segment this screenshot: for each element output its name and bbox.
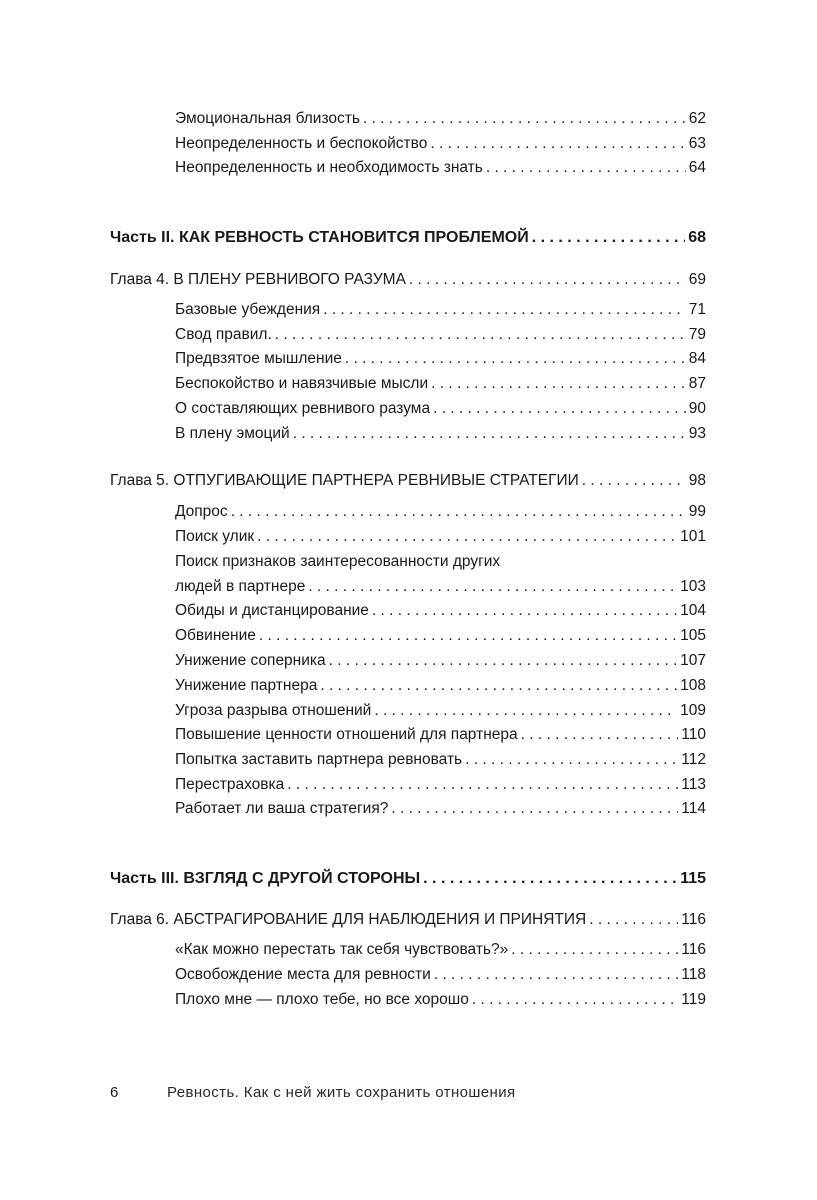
toc-entry-title: Унижение партнера bbox=[175, 677, 318, 694]
toc-entry-title: Попытка заставить партнера ревновать bbox=[175, 751, 463, 768]
toc-chapter-page: 116 bbox=[681, 911, 706, 928]
toc-chapter-title: Глава 6. АБСТРАГИРОВАНИЕ ДЛЯ НАБЛЮДЕНИЯ И ПРИНЯТИЯ bbox=[110, 911, 587, 928]
toc-entry-title: Свод правил. bbox=[175, 326, 272, 343]
toc-entry-page: 110 bbox=[681, 726, 706, 743]
leader-dots bbox=[257, 526, 677, 548]
leader-dots bbox=[323, 299, 686, 321]
leader-dots bbox=[521, 724, 679, 746]
toc-entry-title: Обвинение bbox=[175, 627, 256, 644]
toc-entry-title: Освобождение места для ревности bbox=[175, 966, 431, 983]
toc-entry-page: 116 bbox=[681, 941, 706, 958]
leader-dots bbox=[275, 324, 686, 346]
leader-dots bbox=[231, 501, 686, 523]
toc-entry bbox=[175, 576, 706, 598]
toc-entry bbox=[175, 373, 706, 395]
toc-entry bbox=[175, 398, 706, 420]
toc-entry-title: Неопределенность и беспокойство bbox=[175, 135, 428, 152]
toc-entry-page: 113 bbox=[681, 776, 706, 793]
toc-entry bbox=[175, 675, 706, 697]
toc-entry bbox=[175, 324, 706, 346]
toc-entry-title: Унижение соперника bbox=[175, 652, 326, 669]
toc-entry-title: Повышение ценности отношений для партнера bbox=[175, 726, 518, 743]
leader-dots bbox=[532, 227, 685, 249]
leader-dots bbox=[486, 157, 686, 179]
toc-entry-title: Предвзятое мышление bbox=[175, 350, 342, 367]
toc-entry-page: 104 bbox=[680, 602, 706, 619]
leader-dots bbox=[423, 868, 677, 890]
toc-entry-page: 90 bbox=[688, 400, 706, 417]
toc-entry-title: В плену эмоций bbox=[175, 425, 290, 442]
toc-entry bbox=[175, 989, 706, 1011]
toc-part-heading bbox=[110, 227, 706, 249]
toc-entry bbox=[175, 774, 706, 796]
toc-chapter-heading bbox=[110, 909, 706, 931]
toc-entry-page: 84 bbox=[688, 350, 706, 367]
toc-entry-page: 109 bbox=[680, 702, 706, 719]
toc-entry bbox=[175, 650, 706, 672]
leader-dots bbox=[374, 700, 677, 722]
leader-dots bbox=[472, 989, 678, 1011]
toc-part-page: 115 bbox=[680, 870, 706, 887]
leader-dots bbox=[308, 576, 677, 598]
toc-entry-page: 119 bbox=[681, 991, 706, 1008]
toc-entry-page: 103 bbox=[680, 578, 706, 595]
toc-entry-title: Эмоциональная близость bbox=[175, 110, 360, 127]
toc-entry bbox=[175, 798, 706, 820]
leader-dots bbox=[329, 650, 677, 672]
toc-entry-page: 112 bbox=[681, 751, 706, 768]
toc-entry-page: 118 bbox=[681, 966, 706, 983]
toc-entry-page: 87 bbox=[688, 375, 706, 392]
toc-entry-title: «Как можно перестать так себя чувствовать?» bbox=[175, 941, 509, 958]
running-title: Ревность. Как с ней жить сохранить отношения bbox=[167, 1084, 516, 1101]
leader-dots bbox=[363, 108, 686, 130]
toc-chapter-page: 98 bbox=[688, 472, 706, 489]
leader-dots bbox=[320, 675, 677, 697]
leader-dots bbox=[372, 600, 677, 622]
leader-dots bbox=[345, 348, 686, 370]
toc-entry bbox=[175, 299, 706, 321]
toc-entry-page: 79 bbox=[688, 326, 706, 343]
toc-entry-page: 101 bbox=[680, 528, 706, 545]
toc-part-title: Часть III. ВЗГЛЯД С ДРУГОЙ СТОРОНЫ bbox=[110, 870, 421, 887]
toc-part-heading bbox=[110, 868, 706, 890]
toc-entry-page: 108 bbox=[680, 677, 706, 694]
toc-entry-title: людей в партнере bbox=[175, 578, 306, 595]
leader-dots bbox=[433, 398, 686, 420]
toc-entry-title: Допрос bbox=[175, 503, 228, 520]
toc-entry bbox=[175, 625, 706, 647]
toc-entry bbox=[175, 526, 706, 548]
leader-dots bbox=[391, 798, 678, 820]
toc-entry-title: Базовые убеждения bbox=[175, 301, 321, 318]
toc-entry-page: 63 bbox=[688, 135, 706, 152]
page-number: 6 bbox=[110, 1084, 119, 1101]
toc-entry-page: 62 bbox=[688, 110, 706, 127]
toc-entry-title: Угроза разрыва отношений bbox=[175, 702, 372, 719]
toc-entry bbox=[175, 749, 706, 771]
toc-entry bbox=[175, 724, 706, 746]
toc-entry-page: 93 bbox=[688, 425, 706, 442]
toc-entry-title: Плохо мне — плохо тебе, но все хорошо bbox=[175, 991, 469, 1008]
leader-dots bbox=[293, 423, 686, 445]
toc-entry-title: Обиды и дистанцирование bbox=[175, 602, 369, 619]
toc-entry-page: 71 bbox=[688, 301, 706, 318]
toc-chapter-title: Глава 4. В ПЛЕНУ РЕВНИВОГО РАЗУМА bbox=[110, 271, 406, 288]
toc-entry-title: Беспокойство и навязчивые мысли bbox=[175, 375, 429, 392]
toc-entry bbox=[175, 423, 706, 445]
toc-entry-page: 114 bbox=[681, 800, 706, 817]
toc-entry bbox=[175, 108, 706, 130]
toc-entry bbox=[175, 964, 706, 986]
leader-dots bbox=[589, 909, 678, 931]
toc-entry bbox=[175, 348, 706, 370]
leader-dots bbox=[465, 749, 678, 771]
toc-entry bbox=[175, 157, 706, 179]
toc-part-page: 68 bbox=[688, 229, 706, 246]
toc-entry bbox=[175, 700, 706, 722]
toc-chapter-heading bbox=[110, 269, 706, 291]
leader-dots bbox=[434, 964, 678, 986]
leader-dots bbox=[287, 774, 678, 796]
toc-entry-page: 64 bbox=[688, 159, 706, 176]
toc-entry-page: 105 bbox=[680, 627, 706, 644]
toc-entry bbox=[175, 600, 706, 622]
toc-entry-page: 107 bbox=[680, 652, 706, 669]
leader-dots bbox=[582, 470, 686, 492]
toc-entry-page: 99 bbox=[688, 503, 706, 520]
toc-entry-title: Перестраховка bbox=[175, 776, 285, 793]
toc-entry-title: О составляющих ревнивого разума bbox=[175, 400, 431, 417]
toc-entry bbox=[175, 133, 706, 155]
toc-chapter-title: Глава 5. ОТПУГИВАЮЩИЕ ПАРТНЕРА РЕВНИВЫЕ СТРАТЕГИИ bbox=[110, 472, 579, 489]
leader-dots bbox=[259, 625, 677, 647]
leader-dots bbox=[431, 373, 686, 395]
toc-entry-title-continued: Поиск признаков заинтересованности других bbox=[175, 553, 501, 570]
toc-entry bbox=[175, 501, 706, 523]
toc-entry-title: Поиск улик bbox=[175, 528, 255, 545]
toc-entry bbox=[175, 939, 706, 961]
toc-part-title: Часть II. КАК РЕВНОСТЬ СТАНОВИТСЯ ПРОБЛЕМОЙ bbox=[110, 229, 529, 246]
leader-dots bbox=[511, 939, 678, 961]
leader-dots bbox=[430, 133, 685, 155]
toc-entry-title: Неопределенность и необходимость знать bbox=[175, 159, 483, 176]
leader-dots bbox=[409, 269, 686, 291]
toc-chapter-page: 69 bbox=[688, 271, 706, 288]
toc-chapter-heading bbox=[110, 470, 706, 492]
toc-entry-title: Работает ли ваша стратегия? bbox=[175, 800, 389, 817]
